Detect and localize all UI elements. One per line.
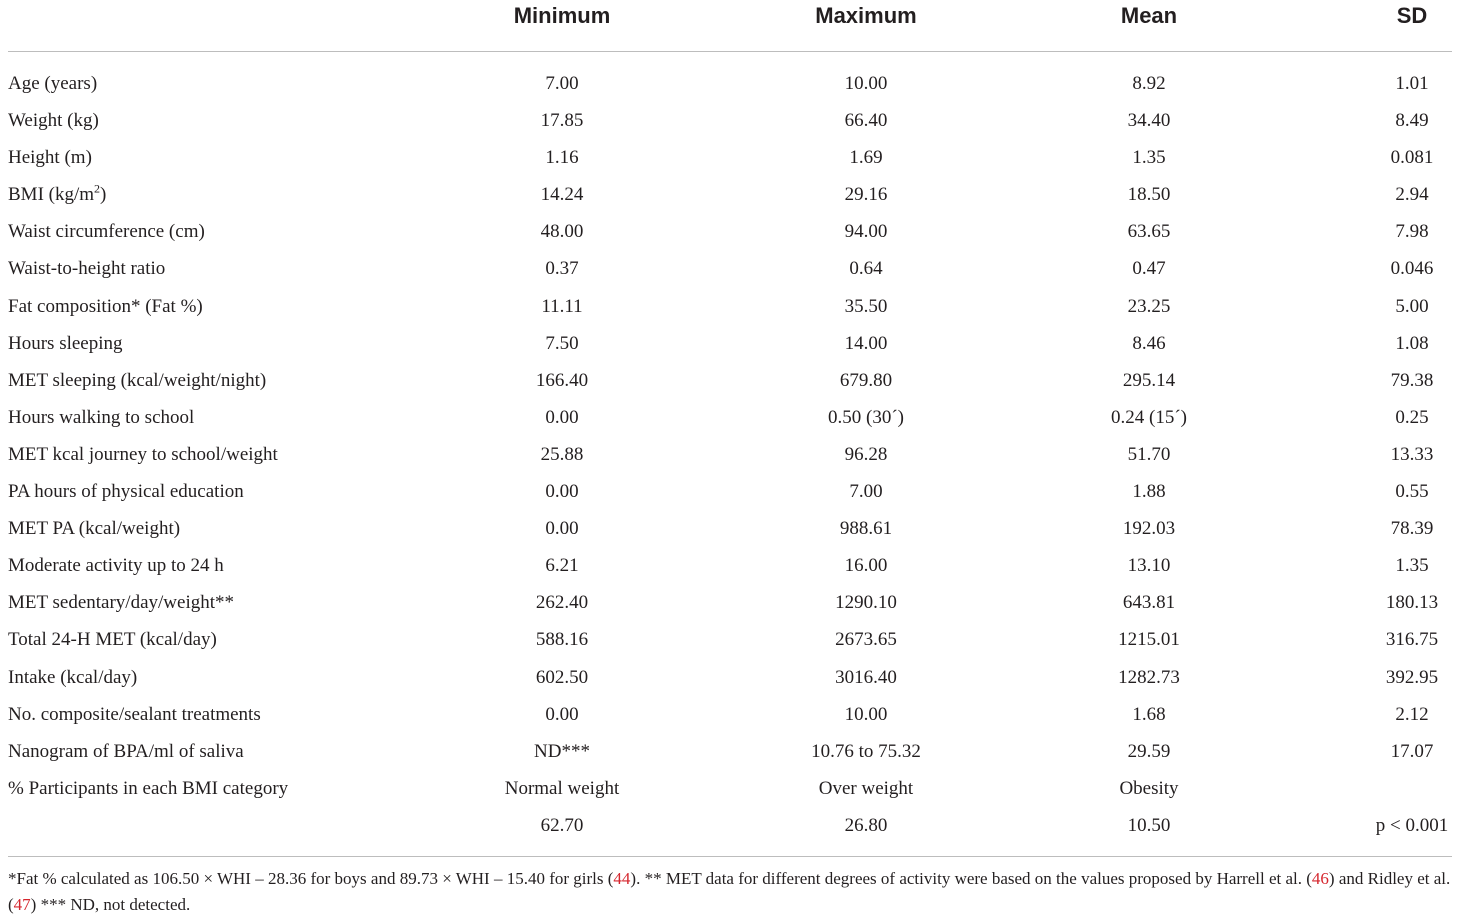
cell-mean: 1282.73 [1118,666,1180,688]
cell-mean: 13.10 [1127,555,1171,577]
cell-sd: 0.081 [1390,147,1434,169]
cell-minimum: 0.37 [545,258,579,280]
cell-minimum: 7.50 [545,332,579,354]
row-label [8,436,278,473]
cell-sd: 180.13 [1385,592,1439,614]
cell-minimum: 166.40 [535,369,589,391]
table-row [8,139,1452,176]
row-label-text: BMI (kg/m [8,184,95,206]
row-label [8,696,261,733]
cell-sd: 1.01 [1395,73,1429,94]
cell-sd: 13.33 [1390,443,1434,465]
row-label [8,584,234,621]
table-row [8,584,1452,621]
row-label [8,65,97,102]
row-label-text: Waist circumference (cm) [8,221,205,243]
cell-maximum: 66.40 [844,110,888,132]
table-row [8,362,1452,399]
row-label [8,621,217,658]
table-row [8,325,1452,362]
cell-mean: 192.03 [1122,518,1176,540]
table-row [8,770,1452,807]
row-label-text: Age (years) [8,73,98,94]
cell-mean: 63.65 [1127,221,1171,243]
reference-link-46[interactable]: 46 [1311,869,1329,888]
cell-mean: 1.68 [1132,703,1166,725]
cell-maximum: 29.16 [844,184,888,206]
cell-sd: 0.25 [1395,406,1429,428]
cell-sd: 8.49 [1395,110,1429,132]
row-label [8,250,165,287]
cell-sd: 0.55 [1395,481,1429,503]
row-label [8,288,203,325]
cell-maximum: 1290.10 [835,592,897,614]
row-label-text: MET sedentary/day/weight** [8,592,235,614]
row-label-text: MET PA (kcal/weight) [8,518,181,540]
row-label-text: Weight (kg) [8,110,99,132]
cell-minimum: 62.70 [540,814,584,836]
table-bottom-rule [8,856,1452,857]
row-label-tail: ) [100,184,107,206]
cell-maximum: 679.80 [839,369,893,391]
row-label [8,102,99,139]
cell-minimum: 262.40 [535,592,589,614]
cell-mean: 23.25 [1127,295,1171,317]
table-body [8,52,1452,844]
cell-mean: 1215.01 [1118,629,1180,651]
cell-mean: 18.50 [1127,184,1171,206]
table-row [8,510,1452,547]
table-row [8,288,1452,325]
row-label-text: Moderate activity up to 24 h [8,555,224,577]
table-row [8,65,1452,102]
row-label-text: Hours sleeping [8,332,123,354]
table-row [8,473,1452,510]
cell-sd: 1.08 [1395,332,1429,354]
cell-mean: 0.24 (15´) [1111,406,1187,428]
reference-link-47[interactable]: 47 [13,895,31,914]
cell-minimum: 602.50 [535,666,589,688]
cell-mean: 1.88 [1132,481,1166,503]
table-row [8,547,1452,584]
cell-minimum: 7.00 [545,73,579,94]
table-row [8,399,1452,436]
cell-minimum: 14.24 [540,184,584,206]
cell-sd: 2.94 [1395,184,1429,206]
cell-maximum: 96.28 [844,443,888,465]
table-row [8,436,1452,473]
table-footnote [8,866,1456,918]
cell-mean: 8.46 [1132,332,1166,354]
cell-minimum: 11.11 [541,295,583,317]
row-label-text: No. composite/sealant treatments [8,703,261,725]
footnote-text-3: ) and Ridley et al. ( [8,869,1451,914]
row-label-superscript: 2 [94,181,101,196]
table-row [8,102,1452,139]
data-table [8,0,1452,844]
row-label [8,733,244,770]
cell-maximum: Over weight [818,777,914,799]
row-label [8,547,224,584]
cell-minimum: 1.16 [545,147,579,169]
cell-maximum: 10.76 to 75.32 [811,740,921,762]
cell-sd: 17.07 [1390,740,1434,762]
cell-minimum: Normal weight [504,777,620,799]
cell-sd: 78.39 [1390,518,1434,540]
cell-sd: 79.38 [1390,369,1434,391]
cell-sd: 0.046 [1390,258,1434,280]
cell-maximum: 94.00 [844,221,888,243]
cell-sd: 392.95 [1385,666,1439,688]
table-row [8,696,1452,733]
row-label-text: Fat composition* (Fat %) [8,295,203,317]
cell-maximum: 7.00 [849,481,883,503]
cell-sd: 5.00 [1395,295,1429,317]
row-label [8,473,244,510]
table-row [8,733,1452,770]
table-row [8,621,1452,658]
cell-maximum: 14.00 [844,332,888,354]
cell-maximum: 26.80 [844,814,888,836]
cell-maximum: 2673.65 [835,629,897,651]
row-label-text: MET kcal journey to school/weight [8,443,278,465]
row-label [8,213,205,250]
row-label-text: Hours walking to school [8,406,195,428]
cell-mean: 34.40 [1127,110,1171,132]
cell-minimum: 25.88 [540,443,584,465]
table-row [8,659,1452,696]
footnote-text-2: ). ** MET data for different degrees of activity were based on the values proposed by Harrell et al. ( [630,869,1312,888]
cell-maximum: 1.69 [849,147,883,169]
cell-minimum: 0.00 [545,703,579,725]
header-mean: Mean [1120,3,1178,28]
row-label-text: Height (m) [8,147,92,169]
row-label-text: PA hours of physical education [8,481,244,503]
cell-mean: 295.14 [1122,369,1176,391]
row-label-text: Waist-to-height ratio [8,258,166,280]
cell-sd: 316.75 [1385,629,1439,651]
table-row [8,176,1452,213]
cell-mean: 643.81 [1122,592,1176,614]
row-label [8,362,266,399]
row-label-text: Nanogram of BPA/ml of saliva [8,740,244,762]
cell-maximum: 35.50 [844,295,888,317]
cell-maximum: 10.00 [844,703,888,725]
row-label-text: Total 24-H MET (kcal/day) [8,629,217,651]
header-minimum: Minimum [513,3,611,28]
cell-mean: 10.50 [1127,814,1171,836]
row-label-text: MET sleeping (kcal/weight/night) [8,369,267,391]
footnote-text-4: ) *** ND, not detected. [30,895,191,914]
cell-maximum: 988.61 [839,518,893,540]
row-label [8,399,194,436]
row-label [8,325,123,362]
table-row [8,250,1452,287]
row-label [8,510,180,547]
cell-sd: 1.35 [1395,555,1429,577]
cell-maximum: 0.64 [849,258,883,280]
cell-sd: p < 0.001 [1375,814,1449,836]
row-label [8,176,106,213]
row-label [8,139,92,176]
cell-mean: Obesity [1119,777,1179,799]
cell-sd: 2.12 [1395,703,1429,725]
cell-minimum: 0.00 [545,406,579,428]
cell-maximum: 16.00 [844,555,888,577]
header-maximum: Maximum [815,3,917,28]
row-label [8,659,137,696]
cell-minimum: 17.85 [540,110,584,132]
cell-minimum: ND*** [534,740,590,762]
cell-minimum: 6.21 [545,555,579,577]
cell-mean: 1.35 [1132,147,1166,169]
cell-maximum: 3016.40 [835,666,897,688]
cell-minimum: 48.00 [540,221,584,243]
table-header-row [8,0,1452,52]
cell-minimum: 0.00 [545,518,579,540]
cell-sd: 7.98 [1395,221,1429,243]
cell-mean: 29.59 [1127,740,1171,762]
cell-minimum: 0.00 [545,481,579,503]
reference-link-44[interactable]: 44 [613,869,631,888]
row-label [8,770,288,807]
cell-minimum: 588.16 [535,629,589,651]
row-label-text: % Participants in each BMI category [8,777,289,799]
cell-mean: 51.70 [1127,443,1171,465]
header-sd: SD [1396,3,1428,28]
table-row [8,213,1452,250]
table-row [8,807,1452,844]
cell-mean: 8.92 [1132,73,1166,94]
cell-mean: 0.47 [1132,258,1166,280]
footnote-text-1: *Fat % calculated as 106.50 × WHI – 28.36 for boys and 89.73 × WHI – 15.40 for girls ( [8,869,614,888]
row-label-text: Intake (kcal/day) [8,666,138,688]
cell-maximum: 0.50 (30´) [828,406,904,428]
cell-maximum: 10.00 [844,73,888,94]
